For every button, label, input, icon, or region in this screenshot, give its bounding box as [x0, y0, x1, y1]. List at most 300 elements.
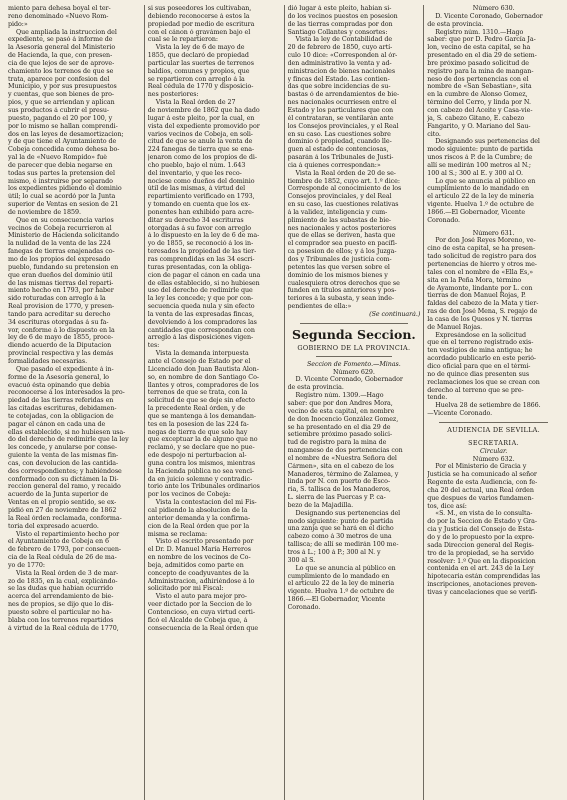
- section-divider: [300, 323, 409, 324]
- text-line: Circular.: [479, 447, 508, 455]
- text-line: Vista la demanda interpuesta: [155, 350, 249, 358]
- text-line: que exceptuar la de alguno que no: [147, 436, 258, 444]
- text-line: diendo acuerdo de la Diputacion: [8, 342, 112, 350]
- text-line: que eran dueños del dominio útil: [8, 271, 113, 279]
- text-line: «S. M., en vista de lo consulta-: [435, 510, 533, 518]
- text-line: por lo mismo se hallan comprendi-: [8, 122, 118, 130]
- text-line: cha 20 del actual, una Real órden: [427, 486, 534, 494]
- text-line: de esta provincia.: [287, 384, 344, 392]
- text-line: nes nacionales ocurriesen entre el: [287, 99, 397, 107]
- text-line: y cuentas, que son bienes de pro-: [8, 91, 114, 99]
- text-line: allí se medirán 100 metros al N.;: [427, 161, 531, 169]
- text-line: zo de 1835, en la cual, explicándo-: [8, 577, 118, 585]
- text-line: Ministerio de Hacienda solicitando: [8, 232, 119, 240]
- text-line: Que pasado el expediente á in-: [16, 365, 114, 373]
- text-line: la ley les concede; y que por con-: [147, 295, 254, 303]
- text-line: cia y Justicia del Consejo de Esta-: [427, 526, 534, 534]
- text-line: y tomando en cuenta que los ex-: [147, 201, 251, 209]
- text-line: acuerdo de la Junta superior de: [8, 491, 109, 499]
- text-line: formalidades necesarias.: [8, 357, 88, 365]
- text-line: Visto el repartimiento hecho por: [16, 530, 120, 538]
- text-line: vigente. Huelva 1.º de octubre de: [287, 588, 395, 596]
- text-line: torio ante los Tribunales ordinarios: [147, 483, 260, 491]
- text-line: pasarán á los Tribunales de Justi-: [287, 154, 394, 162]
- text-line: la Real órden reclamada, conforma-: [8, 514, 122, 522]
- text-line: el Ayuntamiento de Cobeja en 6: [8, 538, 109, 546]
- text-line: citud de que se anule la venta de: [147, 138, 253, 146]
- text-line: Consejos provinciales, y del Real: [287, 193, 392, 201]
- text-line: cino de esta capital, se ha presen-: [427, 245, 536, 253]
- text-line: á virtud de la Real cédula de 1770,: [8, 624, 119, 632]
- text-line: tud de registro para la mina de: [287, 439, 387, 447]
- text-line: ede despojo ni perturbacion al-: [147, 452, 247, 460]
- text-line: yo de 1855, se reconoció á los in-: [147, 240, 254, 248]
- text-line: Corresponde al conocimiento de los: [287, 185, 402, 193]
- text-line: particular las suertes de terrenos: [147, 59, 254, 67]
- text-line: les concede, y anularse por conse-: [8, 444, 117, 452]
- text-line: Expresándose en la solicitud: [435, 331, 527, 339]
- text-line: Vista la ley de Contabilidad de: [295, 36, 393, 44]
- text-line: 100 al S.; 300 al E. y 300 al O.: [427, 169, 523, 177]
- column-1: [5, 5, 144, 800]
- text-line: tando para acreditar su derecho: [8, 310, 111, 318]
- text-line: SECRETARÍA.: [468, 439, 520, 447]
- text-line: de parecer que debia negarse en: [8, 161, 113, 169]
- text-line: bre próximo pasado solicitud de: [427, 59, 529, 67]
- text-line: guen al estado de contenciosas,: [287, 146, 389, 154]
- text-line: en la cumbre de Alonso Gomez,: [427, 91, 528, 99]
- text-line: tos, dice así:: [427, 502, 467, 510]
- text-line: funden en títulos anteriores y pos-: [287, 287, 397, 295]
- text-line: 1866.—El Gobernador, Vicente: [427, 208, 526, 216]
- text-line: Huelva 28 de setiembre de 1866.: [435, 402, 541, 410]
- text-line: culo 10 dice: «Corresponden al ór-: [287, 52, 398, 60]
- text-line: de Ayamonte, lindante por L. con: [427, 284, 533, 292]
- text-line: todas sus partes la pretension del: [8, 169, 115, 177]
- text-line: nes posteriores:: [147, 91, 199, 99]
- text-line: tes:: [147, 342, 160, 350]
- text-line: turas presentadas, con la obliga-: [147, 263, 252, 271]
- text-line: dominio de los mismos bienes y: [287, 271, 388, 279]
- text-line: de las tierras compradas por don: [287, 20, 393, 28]
- text-line: Lo que se anuncia al público en: [295, 564, 396, 572]
- text-line: tiembre de 1852, cuyo art. 1.º dice:: [287, 177, 400, 185]
- text-line: unos riscos á P. de la Cumbre; de: [427, 154, 533, 162]
- text-line: saber: que por don Andres Mora,: [287, 399, 393, 407]
- text-line: cia de la Real cédula de 26 de ma-: [8, 554, 117, 562]
- text-line: los expedientes pidiendo el dominio: [8, 185, 122, 193]
- text-line: á lo dispuesto en la ley de 6 de ma-: [147, 232, 260, 240]
- text-line: resolver: 1.º Que en la disposicion: [427, 557, 536, 565]
- text-line: Municipio, y por sus presupuestos: [8, 83, 117, 91]
- text-line: en su caso. Las cuestiones sobre: [287, 130, 391, 138]
- text-line: beja, admitidos como parte en: [147, 561, 244, 569]
- text-line: de Manuel Rojas.: [427, 323, 483, 331]
- text-line: ria, S. tallisca de los Manaderos,: [287, 486, 391, 494]
- text-line: si sus poseedores los cultivaban,: [147, 5, 252, 12]
- text-line: ficó el Alcalde de Cobeja que, á: [147, 616, 248, 624]
- text-line: negas de tierra de que solo hay: [147, 428, 248, 436]
- text-line: dominio ó propiedad, cuando lle-: [287, 138, 392, 146]
- text-line: ras comprendidas en las 34 escri-: [147, 256, 255, 263]
- text-line: se ha presentado en el dia 29 de: [287, 423, 391, 431]
- text-line: de don Inocencio González Gomez,: [287, 415, 399, 423]
- text-line: y fincas del Estado. Las contien-: [287, 75, 390, 83]
- text-line: de noviembre de 1862 que ha dado: [147, 106, 260, 114]
- text-line: mismo, é instruirse por separado: [8, 177, 113, 185]
- text-line: tes en la posesion de las 224 fa-: [147, 420, 249, 428]
- text-line: debiendo reconocerse á estos la: [147, 12, 250, 20]
- text-line: tales con el nombre de «Ella Es,»: [427, 268, 534, 276]
- text-line: Visto el escrito presentado por: [155, 538, 254, 546]
- text-line: útil; lo cual se acordó por la Junta: [8, 193, 116, 201]
- text-line: otorgadas á su favor con arreglo: [147, 224, 252, 232]
- text-line: Estado y los particulares que con: [287, 106, 394, 114]
- text-line: te cotejadas, con la obligacion de: [8, 412, 114, 420]
- text-line: devolviendo á los compradores las: [147, 318, 257, 326]
- text-line: el Dr. D. Manuel María Herreros: [147, 546, 251, 554]
- text-line: ditar su derecho 34 escrituras: [147, 216, 244, 224]
- text-line: ten vestigios de mina antigua; he: [427, 347, 533, 355]
- text-line: una zanja que se hará en el dicho: [287, 525, 394, 533]
- text-line: den administrativo la venta y ad-: [287, 59, 392, 67]
- text-line: terrenos de que se trata, con la: [147, 389, 248, 397]
- text-line: forme de la Asesoría general, lo: [8, 373, 109, 381]
- text-line: miento hecho en 1793, por haber: [8, 287, 114, 295]
- text-line: bezo de la Majadilla.: [287, 501, 354, 509]
- text-line: veer dictado por la Seccion de lo: [147, 601, 252, 609]
- text-line: tierras de don Manuel Rojas, P.: [427, 292, 526, 300]
- text-line: sita en la Peña Mora, término: [427, 276, 522, 284]
- text-line: Justicia se ha comunicado al señor: [427, 471, 537, 479]
- text-line: yal la de «Nuevo Rompido» fuè: [8, 154, 107, 162]
- text-line: Licenciado don Juan Bautista Alon-: [147, 365, 259, 373]
- text-line: (Se continuará.): [369, 310, 421, 318]
- text-line: derecho al terreno que se pre-: [427, 386, 524, 394]
- text-line: toria del expresado acuerdo.: [8, 522, 99, 530]
- text-line: Por el Ministerio de Gracia y: [435, 463, 527, 471]
- text-line: tivas y cancelaciones que se verifi-: [427, 588, 538, 596]
- text-line: Fangarito, y O. Mariano del Sau-: [427, 122, 531, 130]
- text-line: ley de 6 de mayo de 1855, proce-: [8, 334, 114, 342]
- text-line: Real cédula de 1770 y disposicio-: [147, 83, 254, 91]
- text-line: manganeso de dos pertenencias con: [287, 447, 403, 455]
- text-line: con cabezo del Aceite y Casa-vie-: [427, 106, 533, 114]
- text-line: con el cánon ó gravámen bajo el: [147, 28, 251, 36]
- text-line: puesto sobre el particular no ha-: [8, 608, 112, 616]
- text-line: miento para dehesa boyal el ter-: [8, 5, 111, 12]
- text-line: registro para la mina de mangan-: [427, 67, 534, 75]
- text-columns: [5, 5, 563, 800]
- text-line: des correspondientes; y habiéndose: [8, 467, 122, 475]
- text-line: teresados la propiedad de las tier-: [147, 248, 257, 256]
- text-line: término del Cerro, y linda por N.: [427, 99, 531, 107]
- text-line: Manaderos, término de Zalamea, y: [287, 470, 399, 478]
- text-line: de las mismas tierras del reparti-: [8, 279, 114, 287]
- text-line: cia á quienes correspondan:»: [287, 161, 381, 169]
- text-line: Cármen», sita en el cabezo de los: [287, 462, 394, 470]
- text-line: pios, y que se arriendan y aplican: [8, 99, 115, 107]
- text-line: el artículo 22 de la ley de minería: [287, 580, 395, 588]
- text-line: cumplimiento de lo mandado en: [427, 185, 530, 193]
- subsection-heading: GOBIERNO DE LA PROVINCIA.: [297, 343, 411, 352]
- text-line: pertenencias de hierro y otros me-: [427, 261, 537, 268]
- text-line: reclamaciones los que se crean con: [427, 378, 540, 386]
- text-line: neso de dos pertenencias con el: [427, 75, 529, 83]
- text-line: pidió en 27 de noviembre de 1862: [8, 507, 117, 514]
- text-line: yo de 1770:: [8, 561, 45, 569]
- text-line: Número 632.: [472, 455, 515, 463]
- text-line: evacuó ésta opinando que debia: [8, 381, 110, 389]
- text-line: nombre de «San Sebastian», sita: [427, 83, 532, 91]
- text-line: 300 al S.: [287, 556, 316, 564]
- text-line: solicitud de que se deje sin efecto: [147, 397, 255, 405]
- text-line: cualesquiera otros derechos que se: [287, 279, 400, 287]
- text-line: de esta provincia.: [427, 20, 484, 28]
- text-line: do por la Seccion de Estado y Gra-: [427, 518, 537, 526]
- text-line: pido:»: [8, 20, 28, 28]
- text-line: de Hacienda, la que, con presen-: [8, 52, 113, 60]
- text-line: Vista la Real órden de 27: [155, 99, 236, 107]
- text-line: dos en las leyes de desamortizacion;: [8, 130, 124, 138]
- text-line: anterior demanda y la confirma-: [147, 514, 251, 522]
- text-line: se las dudas que habian ocurrido: [8, 585, 113, 593]
- subsection-heading: AUDIENCIA DE SEVILLA.: [447, 425, 541, 434]
- text-line: Regente de esta Audiencia, con fe-: [427, 479, 538, 487]
- text-line: Coronado.: [427, 216, 460, 224]
- text-line: da en juicio solemne y contradic-: [147, 475, 253, 483]
- text-line: blaba con los terrenos repartidos: [8, 616, 114, 624]
- text-line: 34 escrituras otorgadas á su fa-: [8, 318, 109, 326]
- text-line: Que ampliada la instruccion del: [16, 28, 117, 36]
- text-line: vista del expediente promovido por: [147, 122, 260, 130]
- text-line: uso del derecho de redimirle que: [147, 287, 253, 295]
- text-line: sus productos á cubrir el presu-: [8, 106, 110, 114]
- text-line: superior de Ventas en sesion de 21: [8, 201, 119, 209]
- text-line: linda por N. con puerto de Esco-: [287, 478, 391, 486]
- text-line: guiente la venta de las mismas fin-: [8, 452, 119, 460]
- text-line: ellas establecido, si no hubiesen usa-: [8, 428, 126, 436]
- text-line: Vista la ley de 6 de mayo de: [155, 44, 245, 52]
- text-line: consecuencia de la Real órden que: [147, 624, 259, 632]
- text-line: la Hacienda pública no sea venci-: [147, 467, 255, 475]
- text-line: nociese como dueños del dominio: [147, 177, 255, 185]
- text-line: llantes y otros, compradores de los: [147, 381, 259, 389]
- text-line: vor, conforme á lo dispuesto en la: [8, 326, 115, 334]
- text-line: Designando sus pertenencias del: [295, 509, 401, 517]
- text-line: Que en su consecuencia varios: [16, 216, 114, 224]
- text-line: la Asesoría general del Ministerio: [8, 44, 116, 52]
- text-line: cabezo como á 30 metros de una: [287, 533, 392, 541]
- text-line: Designando sus pertenencias del: [435, 138, 540, 146]
- text-line: puesto, pagando el 20 por 100, y: [8, 114, 113, 122]
- text-line: pueblo, fundando su pretension en: [8, 263, 119, 271]
- text-line: sido roturadas con arreglo á la: [8, 295, 106, 303]
- text-line: acordado publicarlo en este perió-: [427, 355, 536, 363]
- text-line: ja, S. cabezo Gitano, E. cabezo: [427, 114, 525, 122]
- text-line: arreglo á las disposiciones vigen-: [147, 334, 254, 342]
- text-line: varios vecinos de Cobeja, en soli-: [147, 130, 253, 138]
- text-line: jenaron como de los propios de di-: [147, 154, 257, 162]
- section-divider: [316, 356, 393, 357]
- text-line: en su caso, las cuestiones relativas: [287, 201, 399, 209]
- text-line: cion de la Real órden que por la: [147, 522, 250, 530]
- text-line: nes de propios, se dijo que lo dis-: [8, 601, 114, 609]
- text-line: secuencia queda nula y sin efecto: [147, 303, 255, 311]
- text-line: dió lugar á este pleito, habian si-: [287, 5, 392, 12]
- text-line: reno denominado «Nuevo Rom-: [8, 12, 109, 20]
- text-line: do del derecho de redimirle que la ley: [8, 436, 129, 444]
- text-line: vigente. Huelva 1.º de octubre de: [427, 201, 534, 209]
- text-line: cas, con devolucion de las cantida-: [8, 459, 119, 467]
- text-line: Visto el auto para mejor pro-: [155, 593, 247, 601]
- text-line: Seccion de Fomento.—Minas.: [307, 360, 401, 368]
- text-line: Número 629.: [332, 368, 375, 376]
- text-line: ante el Consejo de Estado por el: [147, 357, 251, 365]
- text-line: Lo que se anuncia al público en: [435, 177, 536, 185]
- text-line: L. sierra de las Puercas y P. ca-: [287, 494, 386, 502]
- text-line: tro de la propiedad, se ha servido: [427, 549, 534, 557]
- text-line: la casa de los Quesos y N. tierras: [427, 315, 533, 323]
- text-line: propiedad por medio de escritura: [147, 20, 255, 28]
- text-line: ponentes han exhibido para acre-: [147, 208, 254, 216]
- text-line: das que sobre incidencias de su-: [287, 83, 391, 91]
- text-line: plimiento de las subastas de bie-: [287, 216, 392, 224]
- text-line: que despues de varios fundamen-: [427, 494, 534, 502]
- text-line: que se mantenga á los demandan-: [147, 412, 256, 420]
- section-divider: [439, 422, 548, 423]
- column-3: [284, 5, 424, 800]
- text-line: inscripciones, anotaciones preven-: [427, 581, 538, 589]
- text-line: modo siguiente: punto de partida: [287, 517, 394, 525]
- text-line: el comprador sea puesto en pacífi-: [287, 240, 397, 248]
- text-line: cumplimiento de lo mandado en: [287, 572, 390, 580]
- text-line: Número 631.: [472, 229, 515, 237]
- text-line: misma se reclama:: [147, 530, 208, 538]
- text-line: do y de lo propuesto por la expre-: [427, 534, 535, 541]
- text-line: tado solicitud de registro para dos: [427, 253, 537, 261]
- column-2: [144, 5, 284, 800]
- text-line: Administracion, adhiriéndose á lo: [147, 577, 255, 585]
- text-line: Real provision de 1770, y presen-: [8, 303, 115, 311]
- text-line: de febrero de 1793, por consecuen-: [8, 546, 121, 554]
- text-line: lugar á este pleito, por la cual, en: [147, 114, 255, 122]
- text-line: D. Vicente Coronado, Gobernador: [435, 12, 543, 20]
- text-line: cal pidiendo la absolucion de la: [147, 507, 248, 514]
- text-line: contenida en el art. 243 de la Ley: [427, 565, 534, 573]
- text-line: fanegas de tierras enajenadas co-: [8, 248, 115, 256]
- text-line: reconocerse á los interesados la pro-: [8, 389, 125, 397]
- text-line: el artículo 22 de la ley de minería: [427, 193, 534, 201]
- text-line: por los vecinos de Cobeja:: [147, 491, 231, 499]
- text-line: cantidades que correspondan con: [147, 326, 255, 334]
- text-line: la precedente Real órden, y de: [147, 405, 246, 413]
- text-line: Vista la Real órden de 3 de mar-: [16, 569, 119, 577]
- text-line: Por don José Reyes Moreno, ve-: [435, 237, 536, 245]
- text-line: 1855, que declaró de propiedad: [147, 52, 249, 60]
- text-line: baldíos, comunes y propios, que: [147, 67, 250, 75]
- text-line: do los vecinos puestos en posesion: [287, 12, 398, 20]
- text-line: mo de los propios del expresado: [8, 256, 111, 263]
- text-line: trata, aparece por confesion del: [8, 75, 110, 83]
- text-line: D. Vicente Coronado, Gobernador: [295, 376, 403, 384]
- text-line: saber: que por D. Pedro García Ja-: [427, 36, 536, 44]
- text-line: modo siguiente: punto de partida: [427, 146, 533, 154]
- text-line: útil de las mismas, á virtud del: [147, 185, 246, 193]
- text-line: no de quince dias presenten sus: [427, 370, 530, 378]
- text-line: cho pueblo, bajo el núm. 1.643: [147, 161, 246, 169]
- text-line: vecinos de Cobeja recurrieron al: [8, 224, 112, 232]
- text-line: faldas del cabezo de la Mata y tier-: [427, 300, 539, 308]
- text-line: de ellas establecido, si no hubiesen: [147, 279, 260, 287]
- text-line: 1866.—El Gobernador, Vicente: [287, 596, 386, 604]
- text-line: reclamó, y se declare que no pue-: [147, 444, 255, 452]
- text-line: Vista la contestacion del mi Fis-: [155, 499, 257, 507]
- text-line: los Consejos provinciales, y el Real: [287, 122, 399, 130]
- text-line: tallisca; de allí se medirán 100 me-: [287, 541, 399, 549]
- text-line: provincial respectiva y las demás: [8, 350, 114, 358]
- text-line: vecino de esta capital, en nombre: [287, 407, 395, 415]
- text-line: sada Direccion general del Regis-: [427, 541, 534, 549]
- text-line: que en el terreno registrado exis-: [427, 339, 534, 347]
- text-line: Registro núm. 1310.—Hago: [435, 28, 524, 36]
- text-line: cia de que lejos de ser de aprove-: [8, 59, 115, 67]
- text-line: lon, vecino de esta capital, se ha: [427, 44, 531, 52]
- section-heading: Segunda Seccion.: [291, 326, 416, 342]
- text-line: se repartieron con arreglo á la: [147, 75, 245, 83]
- text-line: él contrataran, se ventilarán ante: [287, 114, 394, 122]
- text-line: solicitado por mi Fiscal:: [147, 585, 224, 593]
- text-line: bastas ó de arrendamientos de bie-: [287, 91, 400, 99]
- text-line: del inventario, y que les reco-: [147, 169, 242, 177]
- column-4: [423, 5, 563, 800]
- text-line: concepto de coadyuvantes de la: [147, 569, 249, 577]
- text-line: ca posesion de ellos; y á los Juzga-: [287, 248, 397, 256]
- text-line: dico oficial para que en el térmi-: [427, 362, 531, 370]
- text-line: setiembre próximo pasado solici-: [287, 431, 393, 439]
- text-line: cion de pagar el cánon en cada una: [147, 271, 261, 279]
- text-line: so, en nombre de don Santiago Co-: [147, 373, 259, 381]
- text-line: la nulidad de la venta de las 224: [8, 240, 111, 248]
- text-line: y de que tiene el Ayuntamiento de: [8, 138, 117, 146]
- text-line: reccion general del ramo, y recaido: [8, 483, 121, 491]
- text-line: Cobeja concedida como dehesa bo-: [8, 146, 120, 154]
- text-line: nes nacionales y actos posteriores: [287, 224, 397, 232]
- text-line: de noviembre de 1859.: [8, 208, 81, 216]
- text-line: Contencioso, en cuya virtud certi-: [147, 608, 256, 616]
- text-line: Coronado.: [287, 603, 321, 611]
- text-line: teriores á la subasta, y sean inde-: [287, 295, 394, 303]
- text-line: Vista la Real órden de 20 de se-: [295, 169, 396, 177]
- text-line: petentes las que versen sobre el: [287, 263, 390, 271]
- text-line: chamiento los terrenos de que se: [8, 67, 114, 75]
- text-line: Santiago Collantes y consortes:: [287, 28, 388, 36]
- text-line: —Vicente Coronado.: [427, 410, 493, 418]
- text-line: tende.: [427, 394, 448, 402]
- text-line: piedad de las tierras referidas en: [8, 397, 114, 405]
- text-line: cual se le repartieron:: [147, 36, 218, 44]
- text-line: presentado en el dia 29 de setiem-: [427, 52, 537, 60]
- text-line: pagar el cánon en cada una de: [8, 420, 106, 428]
- text-line: hipotecaria están comprendidas las: [427, 573, 541, 581]
- text-line: en nombre de los vecinos de Co-: [147, 554, 251, 562]
- text-line: tros á L.; 100 á P.; 300 al N. y: [287, 549, 381, 556]
- text-line: pendientes de ella:»: [287, 303, 352, 311]
- text-line: las citadas escrituras, debidamen-: [8, 405, 117, 413]
- text-line: á la validez, inteligencia y cum-: [287, 208, 388, 216]
- text-line: acerca del arrendamiento de bie-: [8, 593, 114, 601]
- text-line: conformado con su dictámen la Di-: [8, 475, 119, 483]
